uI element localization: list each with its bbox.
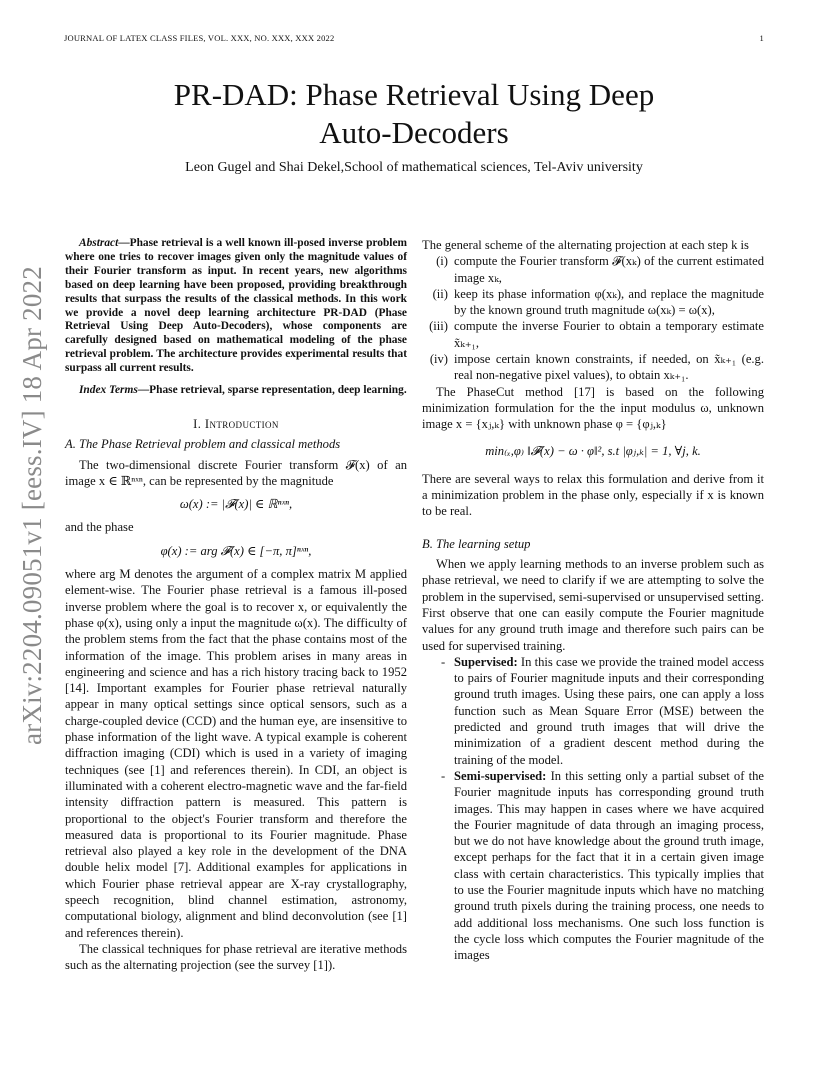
left-column [65, 237, 407, 973]
equation-phasecut: min₍ₓ,φ₎ ‖𝓕(x) − ω · φ‖², s.t |φⱼ,ₖ| = 1, ∀j, k. [485, 443, 701, 458]
bullet-text: In this case we provide the trained model access to pairs of Fourier magnitude inputs and their corresponding ground truth images. Using these pairs, one can apply a loss function such as Mean Square Error (MSE) between the predicted and ground truth images that will drive the minimization of a gradient descent method during the training of the model. [454, 654, 764, 767]
list-dash: - [441, 768, 446, 783]
arxiv-watermark[interactable]: arXiv:2204.09051v1 [eess.IV] 18 Apr 2022 [17, 266, 47, 745]
bullet-text: In this setting only a partial subset of the Fourier magnitude inputs has corresponding ground truth images. This may happen in cases where we have acquired the Fourier magnitude of data through an imaging process, but we do not have knowledge about the ground truth image, except perhaps for the fact that it in a certain given image class with certain characteristics. This typically implies that to use the Fourier magnitude inputs which have no matching ground truth pixels during the training process, one needs to add additional loss mechanisms. One such loss function is the cycle loss which computes the Fourier magnitude of the images [454, 768, 764, 963]
abstract-text: Phase retrieval is a well known ill-posed inverse problem where one tries to recover images given only the magnitude values of their Fourier transform as input. In recent years, new algorithms based on deep learning have been proposed, providing breakthrough results that surpass the results of the classical methods. In this work we provide a novel deep learning architecture PR-DAD (Phase Retrieval Using Deep Auto-Decoders), whose components are carefully designed based on mathematical modeling of the phase retrieval problem. The architecture provides experimental results that surpass all current results. [65, 237, 407, 375]
paragraph: When we apply learning methods to an inverse problem such as phase retrieval, we need to clarify if we are attempting to solve the problem in the supervised, semi-supervised or unsupervised setting. First observe that one can easily compute the Fourier magnitude values for any ground truth image and therefore such pairs can be used for supervised training. [422, 557, 764, 653]
list-item-text: keep its phase information φ(xₖ), and replace the magnitude by the known ground truth magnitude ω(xₖ) = ω(x), [454, 286, 764, 318]
paragraph: where arg M denotes the argument of a complex matrix M applied element-wise. The Fourier phase retrieval is a famous ill-posed inverse problem where the goal is to recover x, or equivalently the phase φ(x), using only a input the magnitude ω(x). The difficulty of the problem stems from the fact that the phase contains most of the information of the image. This problem arises in many areas in engineering and science and has a rich history tracing back to 1952 [14]. Important examples for Fourier phase retrieval naturally appear in many optical settings since optical sensors, such as a charge-coupled device (CCD) and the human eye, are insensitive to phase information of the light wave. A typical example is coherent diffraction imaging (CDI) which is used in a variety of imaging techniques (see [1] and references therein). In CDI, an object is illuminated with a coherent electro-magnetic wave and the far-field intensity diffraction pattern is measured. This pattern is proportional to the object's Fourier transform and therefore the measured data is proportional to its Fourier magnitude. Phase retrieval also played a key role in the development of the DNA double helix model [7]. Additional examples for applications in which Fourier phase retrieval appear are X-ray crystallography, speech recognition, blind channel estimation, astronomy, computational biology, alignment and blind deconvolution (see [1] and references therein). [65, 567, 407, 940]
equation-magnitude: ω(x) := |𝓕(x)| ∈ ℝⁿˣⁿ, [179, 497, 293, 512]
paragraph: The two-dimensional discrete Fourier transform 𝓕(x) of an image x ∈ ℝⁿˣⁿ, can be represented by the magnitude [65, 457, 407, 488]
page-number: 1 [759, 33, 764, 43]
abstract-label: Abstract [79, 237, 119, 249]
list-item-number: (i) [436, 254, 448, 269]
list-item [422, 768, 764, 964]
list-item-text: compute the inverse Fourier to obtain a temporary estimate x̃ₖ₊₁, [454, 319, 764, 350]
journal-name: JOURNAL OF LATEX CLASS FILES, VOL. XXX, NO. XXX, XXX 2022 [64, 33, 335, 43]
list-item [422, 286, 764, 319]
list-item-text: compute the Fourier transform 𝓕(xₖ) of the current estimated image xₖ, [454, 254, 764, 285]
paper-title [64, 76, 764, 152]
equation-phase: φ(x) := arg 𝓕(x) ∈ [−π, π]ⁿˣⁿ, [160, 543, 312, 558]
list-item [422, 654, 764, 768]
list-item-number: (iv) [429, 352, 448, 367]
index-terms-text: Phase retrieval, sparse representation, deep learning. [149, 384, 407, 397]
alternating-projection-steps [422, 253, 764, 383]
paragraph: There are several ways to relax this formulation and derive from it a minimization problem in the phase only, especially if x is known to be real. [422, 471, 764, 519]
right-column [422, 237, 764, 963]
list-item-number: (iii) [429, 319, 448, 334]
subsection-heading-a: A. The Phase Retrieval problem and classical methods [65, 437, 341, 452]
bullet-label: Semi-supervised: [454, 768, 547, 783]
abstract: Abstract—Phase retrieval is a well known ill-posed inverse problem where one tries to recover images given only the magnitude values of their Fourier transform as input. In recent years, new algorithms based on deep learning have been proposed, providing breakthrough results that surpass the results of the classical methods. In this work we provide a novel deep learning architecture PR-DAD (Phase Retrieval Using Deep Auto-Decoders), whose components are carefully designed based on mathematical modeling of the phase retrieval problem. The architecture provides experimental results that surpass all current results. [65, 237, 407, 375]
learning-settings-list [422, 654, 764, 964]
list-item [422, 318, 764, 351]
paragraph: and the phase [65, 520, 134, 535]
index-terms: Index Terms—Phase retrieval, sparse representation, deep learning. [79, 384, 407, 397]
paragraph: The PhaseCut method [17] is based on the following minimization formulation for the the input modulus ω, unknown image x = {xⱼ,ₖ} with unknown phase φ = {φⱼ,ₖ} [422, 384, 764, 432]
section-heading-introduction: I. Introduction [193, 416, 279, 431]
list-item-text: impose certain known constraints, if needed, on x̃ₖ₊₁ (e.g. real non-negative pixel values), to obtain xₖ₊₁. [454, 352, 764, 383]
list-dash: - [441, 654, 446, 669]
index-terms-label: Index Terms [79, 384, 138, 397]
list-item [422, 351, 764, 384]
bullet-label: Supervised: [454, 654, 518, 669]
title-line-1: PR-DAD: Phase Retrieval Using Deep [173, 77, 655, 112]
subsection-heading-b: B. The learning setup [422, 536, 531, 551]
author-line: Leon Gugel and Shai Dekel,School of mathematical sciences, Tel-Aviv university [185, 160, 643, 175]
list-item [422, 253, 764, 286]
paragraph: The general scheme of the alternating projection at each step k is [422, 238, 749, 252]
paragraph: The classical techniques for phase retrieval are iterative methods such as the alternating projection (see the survey [1]). [65, 941, 407, 973]
title-line-2: Auto-Decoders [319, 115, 509, 150]
list-item-number: (ii) [432, 286, 448, 301]
running-header [64, 33, 764, 43]
